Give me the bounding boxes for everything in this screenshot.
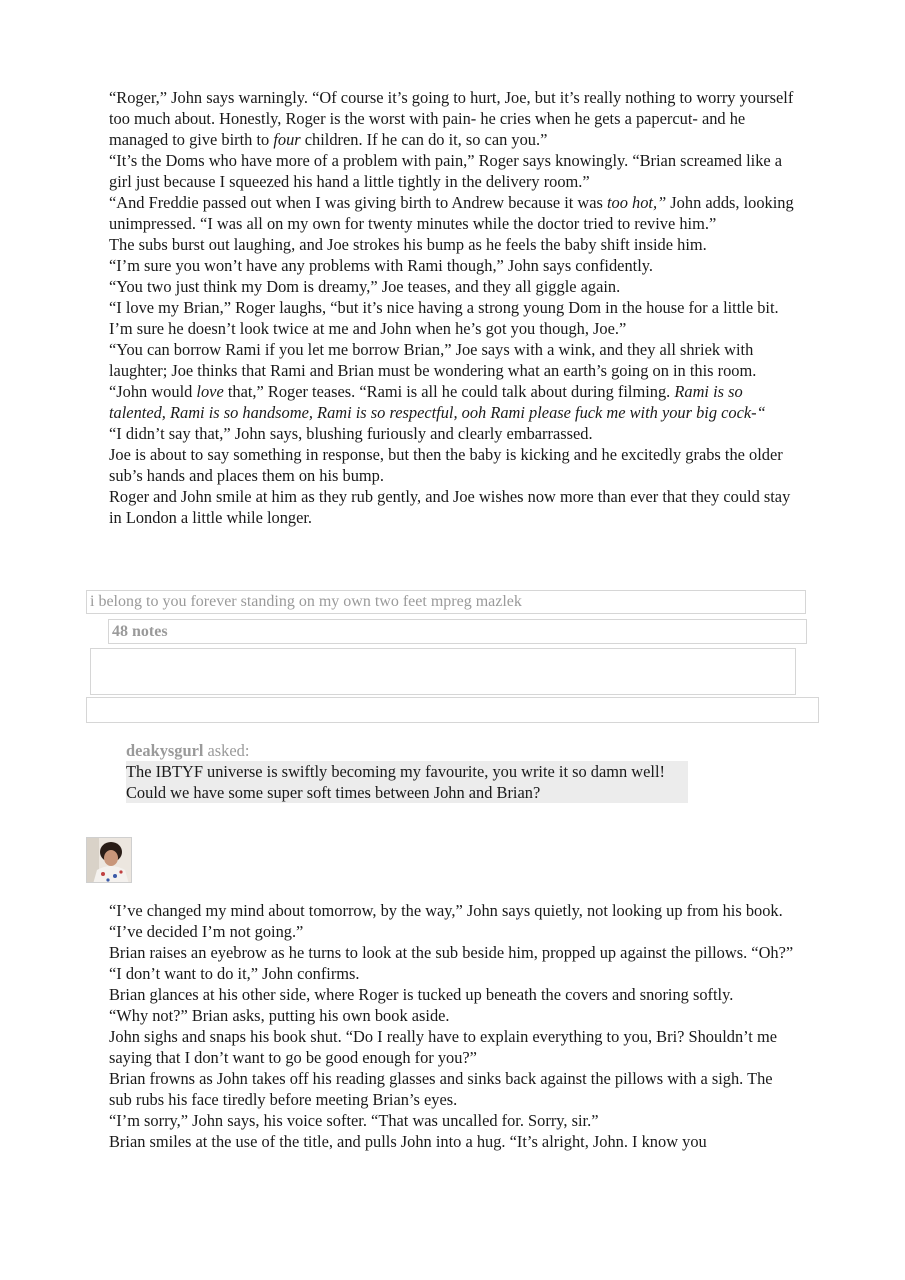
- story-paragraph: [109, 192, 799, 234]
- text-run: “I’ve changed my mind about tomorrow, by the way,” John says quietly, not looking up from his book. “I’ve decided I’m not going.”: [109, 901, 783, 941]
- avatar-photo-icon[interactable]: [86, 837, 132, 883]
- text-run: “And Freddie passed out when I was giving birth to Andrew because it was: [109, 193, 607, 212]
- story-paragraph: [109, 276, 799, 297]
- post-tags[interactable]: i belong to you forever standing on my own two feet mpreg mazlek: [86, 590, 806, 614]
- story-paragraph: [109, 381, 799, 423]
- ask-question: The IBTYF universe is swiftly becoming my favourite, you write it so damn well! Could we have some super soft times between John and Brian?: [126, 761, 688, 803]
- story-paragraph: [109, 1068, 799, 1110]
- story-paragraph: [109, 1026, 799, 1068]
- asker-line: [126, 740, 688, 761]
- text-run: “It’s the Doms who have more of a problem with pain,” Roger says knowingly. “Brian screamed like a girl just because I squeezed his hand a little tightly in the delivery room.”: [109, 151, 783, 191]
- story-paragraph: [109, 444, 799, 486]
- asked-label: asked:: [203, 741, 250, 760]
- story-paragraph: [109, 984, 799, 1005]
- text-run: Brian frowns as John takes off his reading glasses and sinks back against the pillows with a sigh. The sub rubs his face tiredly before meeting Brian’s eyes.: [109, 1069, 773, 1109]
- story-text-1: [109, 87, 799, 528]
- text-run: Brian smiles at the use of the title, and pulls John into a hug. “It’s alright, John. I know you: [109, 1132, 707, 1151]
- story-paragraph: [109, 486, 799, 528]
- text-run: “I’m sure you won’t have any problems with Rami though,” John says confidently.: [109, 256, 653, 275]
- text-run: “I don’t want to do it,” John confirms.: [109, 964, 360, 983]
- story-paragraph: [109, 87, 799, 150]
- text-run: “You two just think my Dom is dreamy,” Joe teases, and they all giggle again.: [109, 277, 621, 296]
- story-paragraph: [109, 255, 799, 276]
- italic-text: love: [196, 382, 224, 401]
- story-paragraph: [109, 963, 799, 984]
- text-run: The subs burst out laughing, and Joe strokes his bump as he feels the baby shift inside him.: [109, 235, 707, 254]
- italic-text: too hot,”: [607, 193, 667, 212]
- empty-box: [90, 648, 796, 695]
- text-run: “I’m sorry,” John says, his voice softer. “That was uncalled for. Sorry, sir.”: [109, 1111, 599, 1130]
- italic-text: four: [273, 130, 301, 149]
- text-run: “You can borrow Rami if you let me borrow Brian,” Joe says with a wink, and they all shriek with laughter; Joe thinks that Rami and Brian must be wondering what an earth’s going on in this room.: [109, 340, 757, 380]
- text-run: John sighs and snaps his book shut. “Do I really have to explain everything to you, Bri? Shouldn’t me saying that I don’t want to go be good enough for you?”: [109, 1027, 777, 1067]
- text-run: John adds, looking unimpressed. “I was all on my own for twenty minutes while the doctor tried to revive him.”: [109, 193, 794, 233]
- text-run: “I didn’t say that,” John says, blushing furiously and clearly embarrassed.: [109, 424, 593, 443]
- text-run: Roger and John smile at him as they rub gently, and Joe wishes now more than ever that they could stay in London a little while longer.: [109, 487, 791, 527]
- story-paragraph: [109, 900, 799, 942]
- text-run: “John would: [109, 382, 197, 401]
- story-paragraph: [109, 339, 799, 381]
- empty-box-wide: [86, 697, 819, 723]
- story-paragraph: [109, 1005, 799, 1026]
- story-text-2: [109, 900, 799, 1152]
- text-run: Brian glances at his other side, where Roger is tucked up beneath the covers and snoring softly.: [109, 985, 734, 1004]
- text-run: “Why not?” Brian asks, putting his own book aside.: [109, 1006, 450, 1025]
- text-run: Joe is about to say something in response, but then the baby is kicking and he excitedly grabs the older sub’s hands and places them on his bump.: [109, 445, 783, 485]
- text-run: Brian raises an eyebrow as he turns to look at the sub beside him, propped up against the pillows. “Oh?”: [109, 943, 794, 962]
- italic-text: Rami is so talented, Rami is so handsome, Rami is so respectful, ooh Rami please fuck me with your big cock-“: [109, 382, 766, 422]
- story-paragraph: [109, 942, 799, 963]
- story-paragraph: [109, 1131, 799, 1152]
- story-paragraph: [109, 1110, 799, 1131]
- asker-name[interactable]: deakysgurl: [126, 741, 204, 760]
- text-run: children. If he can do it, so can you.”: [300, 130, 548, 149]
- story-paragraph: [109, 423, 799, 444]
- notes-count[interactable]: 48 notes: [108, 619, 807, 644]
- ask-block: [126, 740, 688, 803]
- story-paragraph: [109, 150, 799, 192]
- story-paragraph: [109, 234, 799, 255]
- text-run: “I love my Brian,” Roger laughs, “but it’s nice having a strong young Dom in the house for a little bit. I’m sure he doesn’t look twice at me and John when he’s got you though, Joe.”: [109, 298, 779, 338]
- story-paragraph: [109, 297, 799, 339]
- text-run: that,” Roger teases. “Rami is all he could talk about during filming.: [223, 382, 675, 401]
- text-run: “Roger,” John says warningly. “Of course it’s going to hurt, Joe, but it’s really nothing to worry yourself too much about. Honestly, Roger is the worst with pain- he cries when he gets a papercut- and he managed to give birth to: [109, 88, 794, 149]
